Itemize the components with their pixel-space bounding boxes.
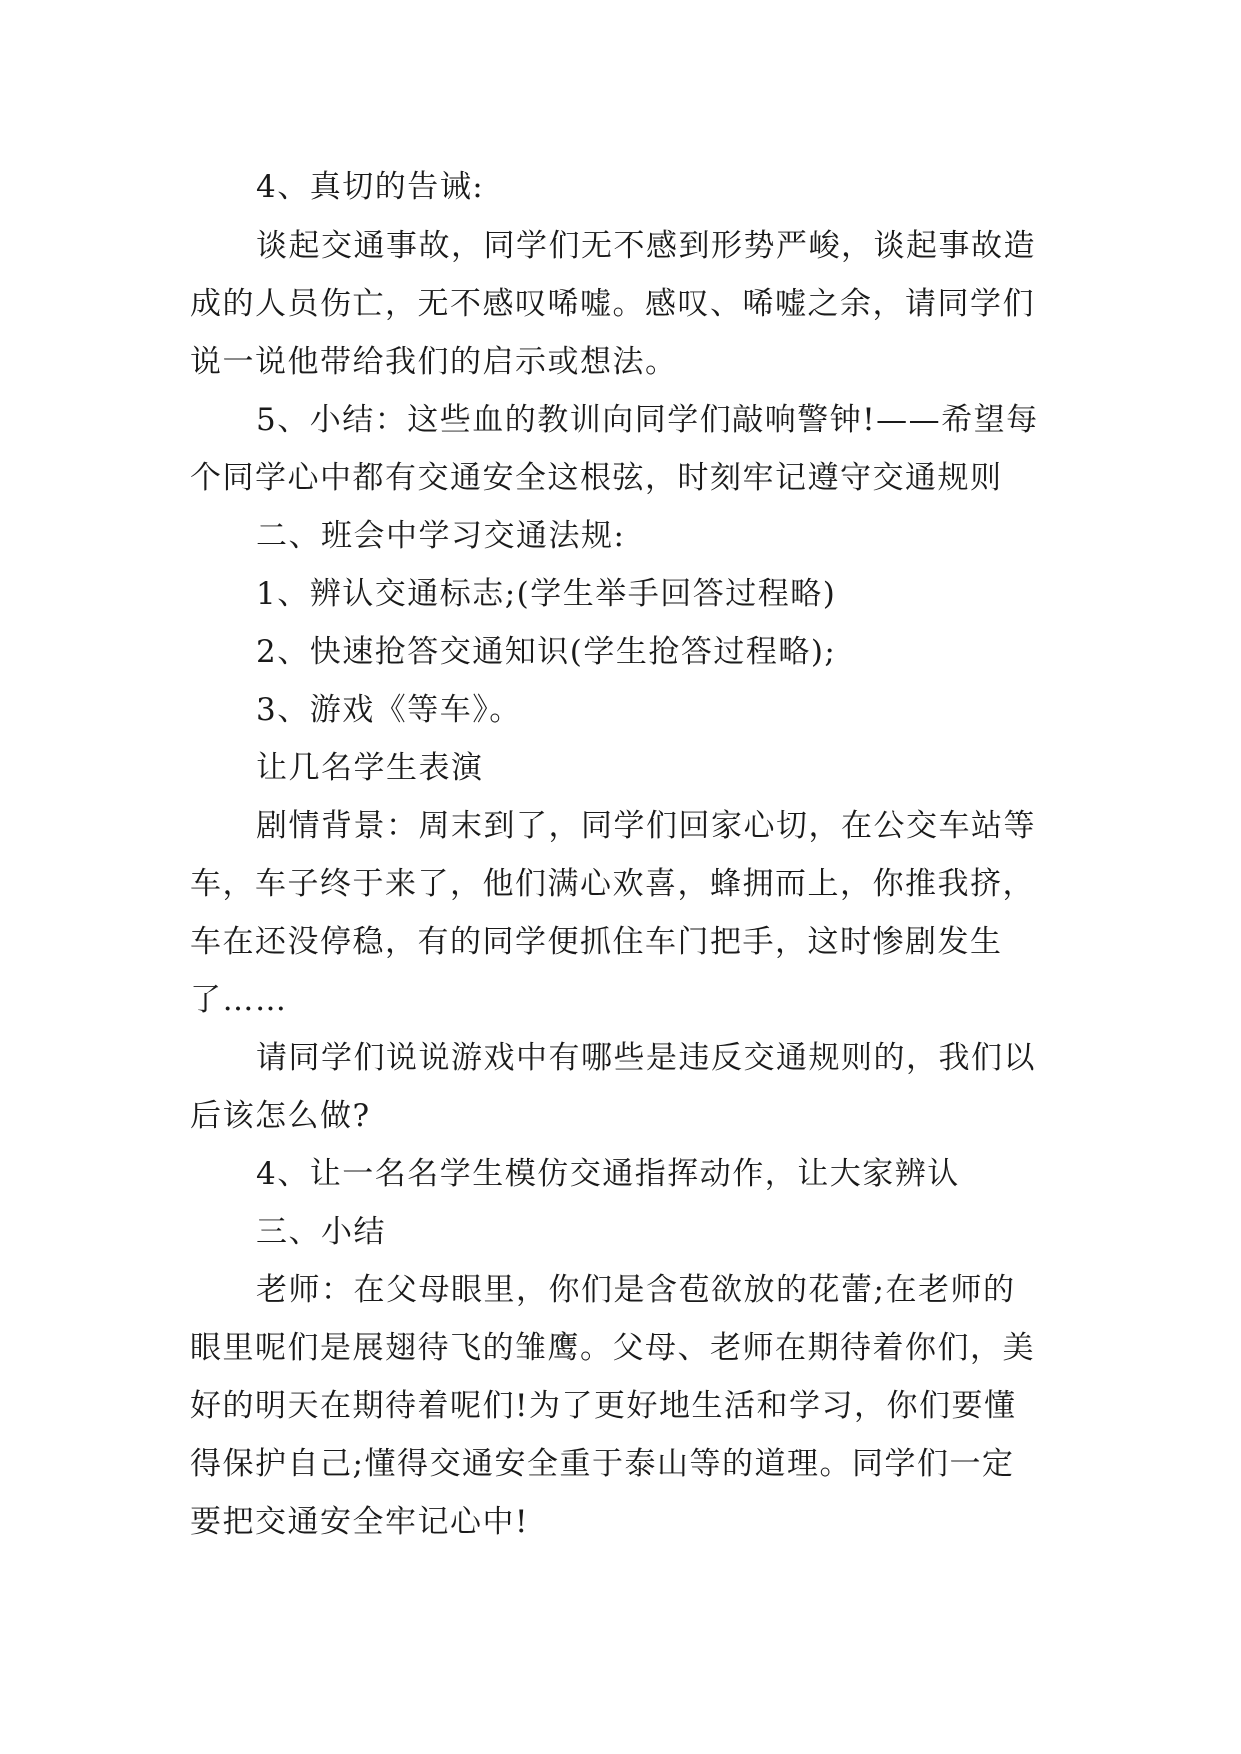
text-line: 二、班会中学习交通法规: (256, 518, 626, 554)
text-line: 5、小结：这些血的教训向同学们敲响警钟!——希望每 (256, 402, 1039, 438)
text-line: 4、真切的告诫: (256, 169, 485, 205)
text-line: 让几名学生表演 (256, 750, 484, 786)
text-line: 三、小结 (256, 1214, 386, 1250)
text-line: 好的明天在期待着呢们!为了更好地生活和学习，你们要懂 (190, 1388, 1017, 1424)
text-line: 3、游戏《等车》。 (256, 692, 522, 728)
text-line: 谈起交通事故，同学们无不感到形势严峻，谈起事故造 (256, 228, 1036, 264)
text-line: 成的人员伤亡，无不感叹唏嘘。感叹、唏嘘之余，请同学们 (190, 286, 1035, 322)
text-line: 后该怎么做? (190, 1098, 371, 1134)
text-line: 车在还没停稳，有的同学便抓住车门把手，这时惨剧发生 (190, 924, 1003, 960)
text-line: 得保护自己;懂得交通安全重于泰山等的道理。同学们一定 (190, 1446, 1015, 1482)
text-line: 老师：在父母眼里，你们是含苞欲放的花蕾;在老师的 (256, 1272, 1016, 1308)
text-line: 剧情背景：周末到了，同学们回家心切，在公交车站等 (256, 808, 1036, 844)
text-line: 说一说他带给我们的启示或想法。 (190, 344, 678, 380)
text-line: 请同学们说说游戏中有哪些是违反交通规则的，我们以 (256, 1040, 1036, 1076)
text-line: 眼里呢们是展翅待飞的雏鹰。父母、老师在期待着你们，美 (190, 1330, 1035, 1366)
text-line: 4、让一名名学生模仿交通指挥动作，让大家辨认 (256, 1156, 960, 1192)
text-line: 了…… (190, 982, 288, 1018)
text-line: 车，车子终于来了，他们满心欢喜，蜂拥而上，你推我挤， (190, 866, 1035, 902)
text-line: 1、辨认交通标志;(学生举手回答过程略) (256, 576, 837, 612)
text-line: 要把交通安全牢记心中! (190, 1504, 529, 1540)
text-line: 2、快速抢答交通知识(学生抢答过程略); (256, 634, 837, 670)
text-line: 个同学心中都有交通安全这根弦，时刻牢记遵守交通规则 (190, 460, 1003, 496)
